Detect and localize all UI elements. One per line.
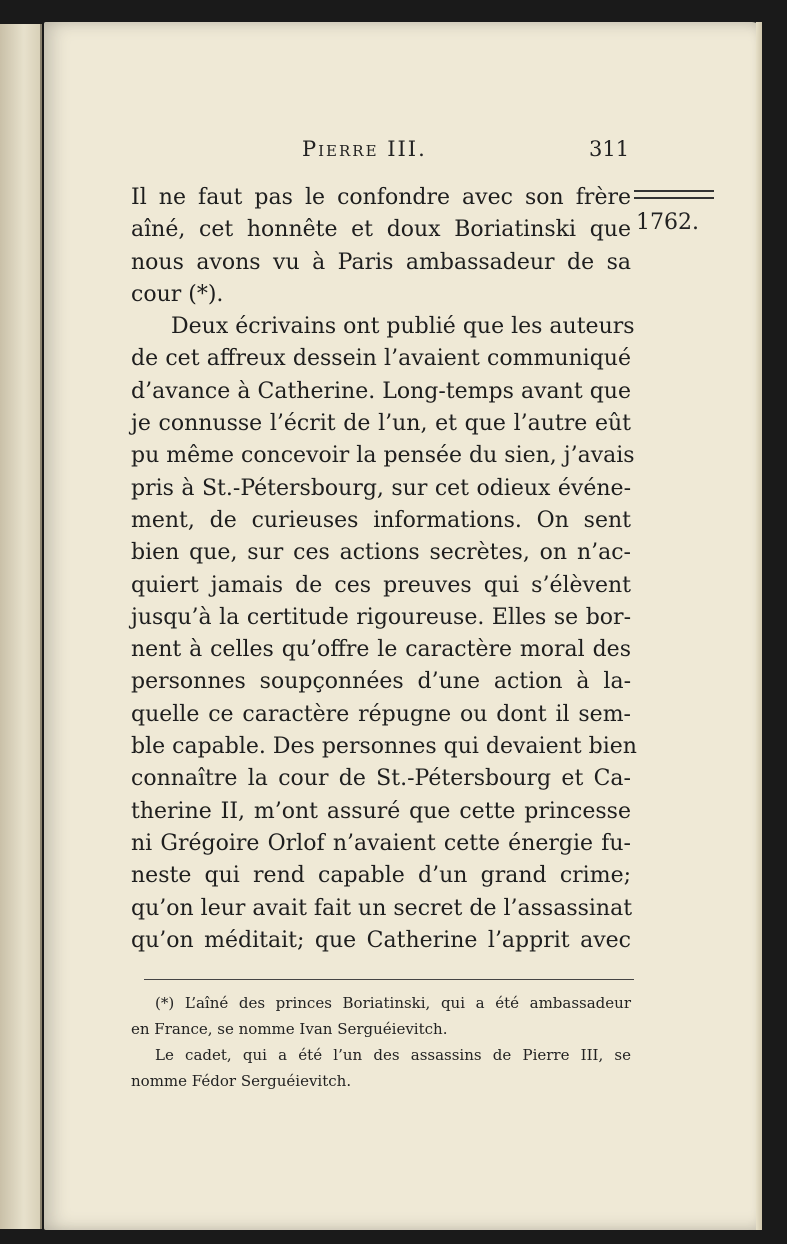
footnote-line: en France, se nomme Ivan Serguéievitch. xyxy=(131,1020,448,1038)
running-head xyxy=(44,137,762,167)
left-page-edge xyxy=(0,24,42,1229)
text-line: d’avance à Catherine. Long-temps avant que xyxy=(131,378,631,404)
page-number: 311 xyxy=(589,137,630,161)
footnote-line: nomme Fédor Serguéievitch. xyxy=(131,1072,352,1090)
book-page xyxy=(44,22,762,1230)
text-line: connaître la cour de St.-Pétersbourg et Ca- xyxy=(131,766,631,792)
text-line: qu’on méditait; que Catherine l’apprit avec xyxy=(131,927,631,953)
text-line: Il ne faut pas le confondre avec son frère xyxy=(131,185,631,210)
running-head-title: Pierre III. xyxy=(302,137,427,161)
text-line: pris à St.-Pétersbourg, sur cet odieux événe- xyxy=(131,475,631,501)
text-line: personnes soupçonnées d’une action à la- xyxy=(131,669,631,695)
text-line: therine II, m’ont assuré que cette princesse xyxy=(131,798,631,824)
footnote-line: (*) L’aîné des princes Boriatinski, qui a été ambassadeur xyxy=(155,994,631,1012)
text-line: bien que, sur ces actions secrètes, on n’ac- xyxy=(131,540,631,566)
page-fore-edge xyxy=(756,22,762,1230)
footnote-line: Le cadet, qui a été l’un des assassins de Pierre III, se xyxy=(155,1046,631,1064)
text-line: Deux écrivains ont publié que les auteurs xyxy=(171,314,635,340)
text-line: quiert jamais de ces preuves qui s’élèvent xyxy=(131,572,631,598)
footnotes xyxy=(131,990,631,1094)
body-text xyxy=(131,182,637,957)
text-line: aîné, cet honnête et doux Boriatinski que xyxy=(131,217,631,243)
margin-year: 1762. xyxy=(636,210,699,235)
margin-rule xyxy=(634,190,714,199)
text-line: neste qui rend capable d’un grand crime; xyxy=(131,863,631,889)
text-line: ble capable. Des personnes qui devaient bien xyxy=(131,734,637,760)
text-line: nent à celles qu’offre le caractère moral des xyxy=(131,637,631,663)
text-line: cour (*). xyxy=(131,281,224,307)
text-line: qu’on leur avait fait un secret de l’assassinat xyxy=(131,895,633,921)
text-line: ment, de curieuses informations. On sent xyxy=(131,507,631,533)
text-line: je connusse l’écrit de l’un, et que l’autre eût xyxy=(131,411,631,437)
text-line: jusqu’à la certitude rigoureuse. Elles se bor- xyxy=(131,604,631,630)
text-line: de cet affreux dessein l’avaient communiqué xyxy=(131,346,631,372)
text-line: ni Grégoire Orlof n’avaient cette énergie fu- xyxy=(131,830,631,856)
text-line: nous avons vu à Paris ambassadeur de sa xyxy=(131,249,631,275)
footnote-rule xyxy=(144,979,634,980)
text-line: quelle ce caractère répugne ou dont il sem- xyxy=(131,701,631,727)
text-line: pu même concevoir la pensée du sien, j’avais xyxy=(131,443,635,469)
